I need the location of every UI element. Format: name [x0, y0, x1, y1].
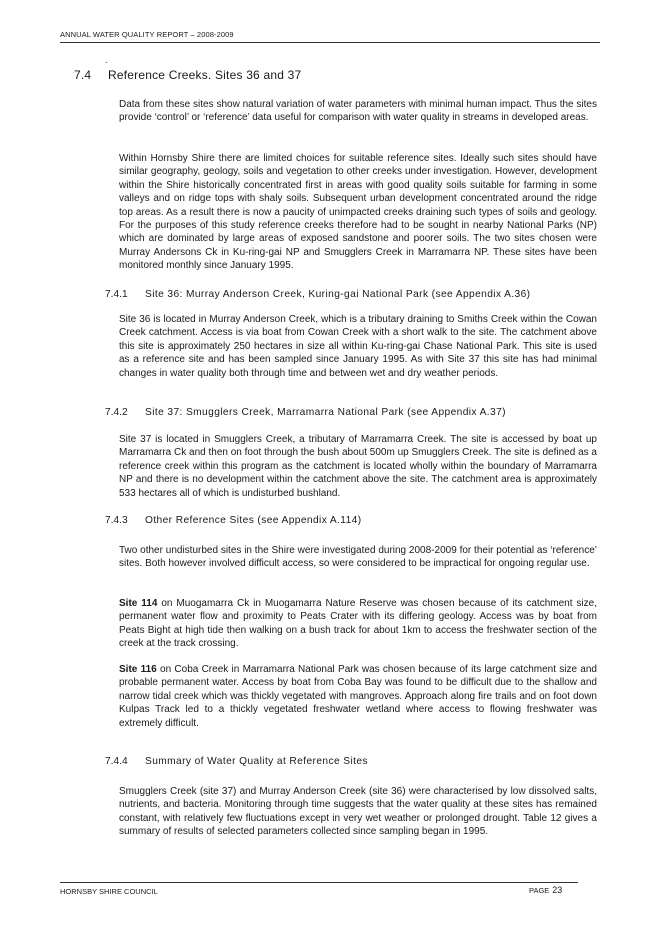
subsection-title: Site 37: Smugglers Creek, Marramarra National Park (see Appendix A.37) — [145, 407, 506, 418]
site-116-label: Site 116 — [119, 664, 157, 675]
site-114-label: Site 114 — [119, 598, 158, 609]
page-number-value: 23 — [552, 885, 563, 895]
subsection-number: 7.4.2 — [105, 407, 128, 418]
subsection-title: Site 36: Murray Anderson Creek, Kuring-gai National Park (see Appendix A.36) — [145, 289, 531, 300]
subsection-heading-7-4-1 — [105, 289, 530, 300]
section-number: 7.4 — [74, 68, 92, 82]
site-114-paragraph — [119, 597, 597, 651]
footer-rule — [60, 882, 578, 883]
site-114-text: on Muogamarra Ck in Muogamarra Nature Reserve was chosen because of its catchment size, permanent water flow and proximity to Peats Crater with its differing geology. Access was by boat from Peats Bight at high tide then walking on a bush track for about 1km to access the freshwater section of the creek at the track crossing. — [119, 598, 597, 650]
subsection-heading-7-4-3 — [105, 515, 362, 526]
site-116-paragraph — [119, 663, 597, 730]
page-number — [529, 885, 562, 895]
subsection-paragraph-7-4-2: Site 37 is located in Smugglers Creek, a tributary of Marramarra Creek. The site is accessed by boat up Marramarra Ck and then on foot through the bush about 500m up Smugglers Creek. The site is defined as a reference creek within this program as the catchment is located wholly within the boundary of Marramarra NP and there is no development within the catchment above the site. The catchment area is approximately 533 hectares all of which is undisturbed bushland. — [119, 434, 597, 499]
subsection-number: 7.4.1 — [105, 289, 128, 300]
section-heading — [74, 68, 301, 82]
subsection-number: 7.4.3 — [105, 515, 128, 526]
intro-paragraph-1: Data from these sites show natural variation of water parameters with minimal human impact. Thus the sites provide ‘control’ or ‘reference’ data useful for comparison with water quality in streams in developed areas. — [119, 99, 597, 124]
section-title: Reference Creeks. Sites 36 and 37 — [108, 68, 302, 82]
subsection-paragraph-7-4-1: Site 36 is located in Murray Anderson Creek, which is a tributary draining to Smiths Creek within the Cowan Creek catchment. Access is via boat from Cowan Creek with a short walk to the site. The catchment above this site is approximately 250 hectares in size all within Ku-ring-gai Chase National Park. This site is used as a reference site and has been sampled since January 1995. As with Site 37 this site has had minimal changes in water quality both through time and between wet and dry weather periods. — [119, 314, 597, 379]
footer-organisation: HORNSBY SHIRE COUNCIL — [60, 887, 158, 896]
intro-paragraph-2: Within Hornsby Shire there are limited choices for suitable reference sites. Ideally such sites should have similar geography, geology, soils and vegetation to other creeks under investigation. However, development within the Shire historically concentrated first in areas with good quality soils suitable for farming in some valleys and on ridge tops with shaly soils. Subsequent urban development concentrated around the ridge top areas. As a result there is now a paucity of unimpacted creeks draining such types of soils and geology. For the purposes of this study reference creeks therefore had to be sought in nearby National Parks (NP) which are dominated by large areas of exposed sandstone and poorer soils. The two sites chosen were Murray Andersons Ck in Ku-ring-gai NP and Smugglers Creek in Marramarra NP. These sites have been monitored monthly since January 1995. — [119, 153, 597, 272]
subsection-title: Summary of Water Quality at Reference Sites — [145, 756, 368, 767]
subsection-paragraph-7-4-3: Two other undisturbed sites in the Shire were investigated during 2008-2009 for their potential as ‘reference’ sites. Both however involved difficult access, so were considered to be impractical for ongoing regular use. — [119, 545, 597, 570]
subsection-number: 7.4.4 — [105, 756, 128, 767]
page-label: PAGE — [529, 886, 550, 895]
stray-mark: . — [105, 55, 108, 65]
subsection-title: Other Reference Sites (see Appendix A.114) — [145, 515, 362, 526]
running-header: ANNUAL WATER QUALITY REPORT – 2008-2009 — [60, 30, 600, 43]
subsection-heading-7-4-4 — [105, 756, 368, 767]
subsection-paragraph-7-4-4: Smugglers Creek (site 37) and Murray Anderson Creek (site 36) were characterised by low dissolved salts, nutrients, and bacteria. Monitoring through time suggests that the water quality at these sites has remained constant, with relatively few fluctuations except in very wet weather or prolonged drought. Table 12 gives a summary of results of selected parameters collected since sampling began in 1995. — [119, 786, 597, 838]
site-116-text: on Coba Creek in Marramarra National Park was chosen because of its large catchment size and probable permanent water. Access by boat from Coba Bay was found to be difficult due to the shallow and narrow tidal creek which was thickly vegetated with mangroves. Approach along fire trails and on foot down Kulpas Track led to a thickly vegetated freshwater wetland where access to flowing freshwater was extremely difficult. — [119, 664, 597, 729]
subsection-heading-7-4-2 — [105, 407, 506, 418]
